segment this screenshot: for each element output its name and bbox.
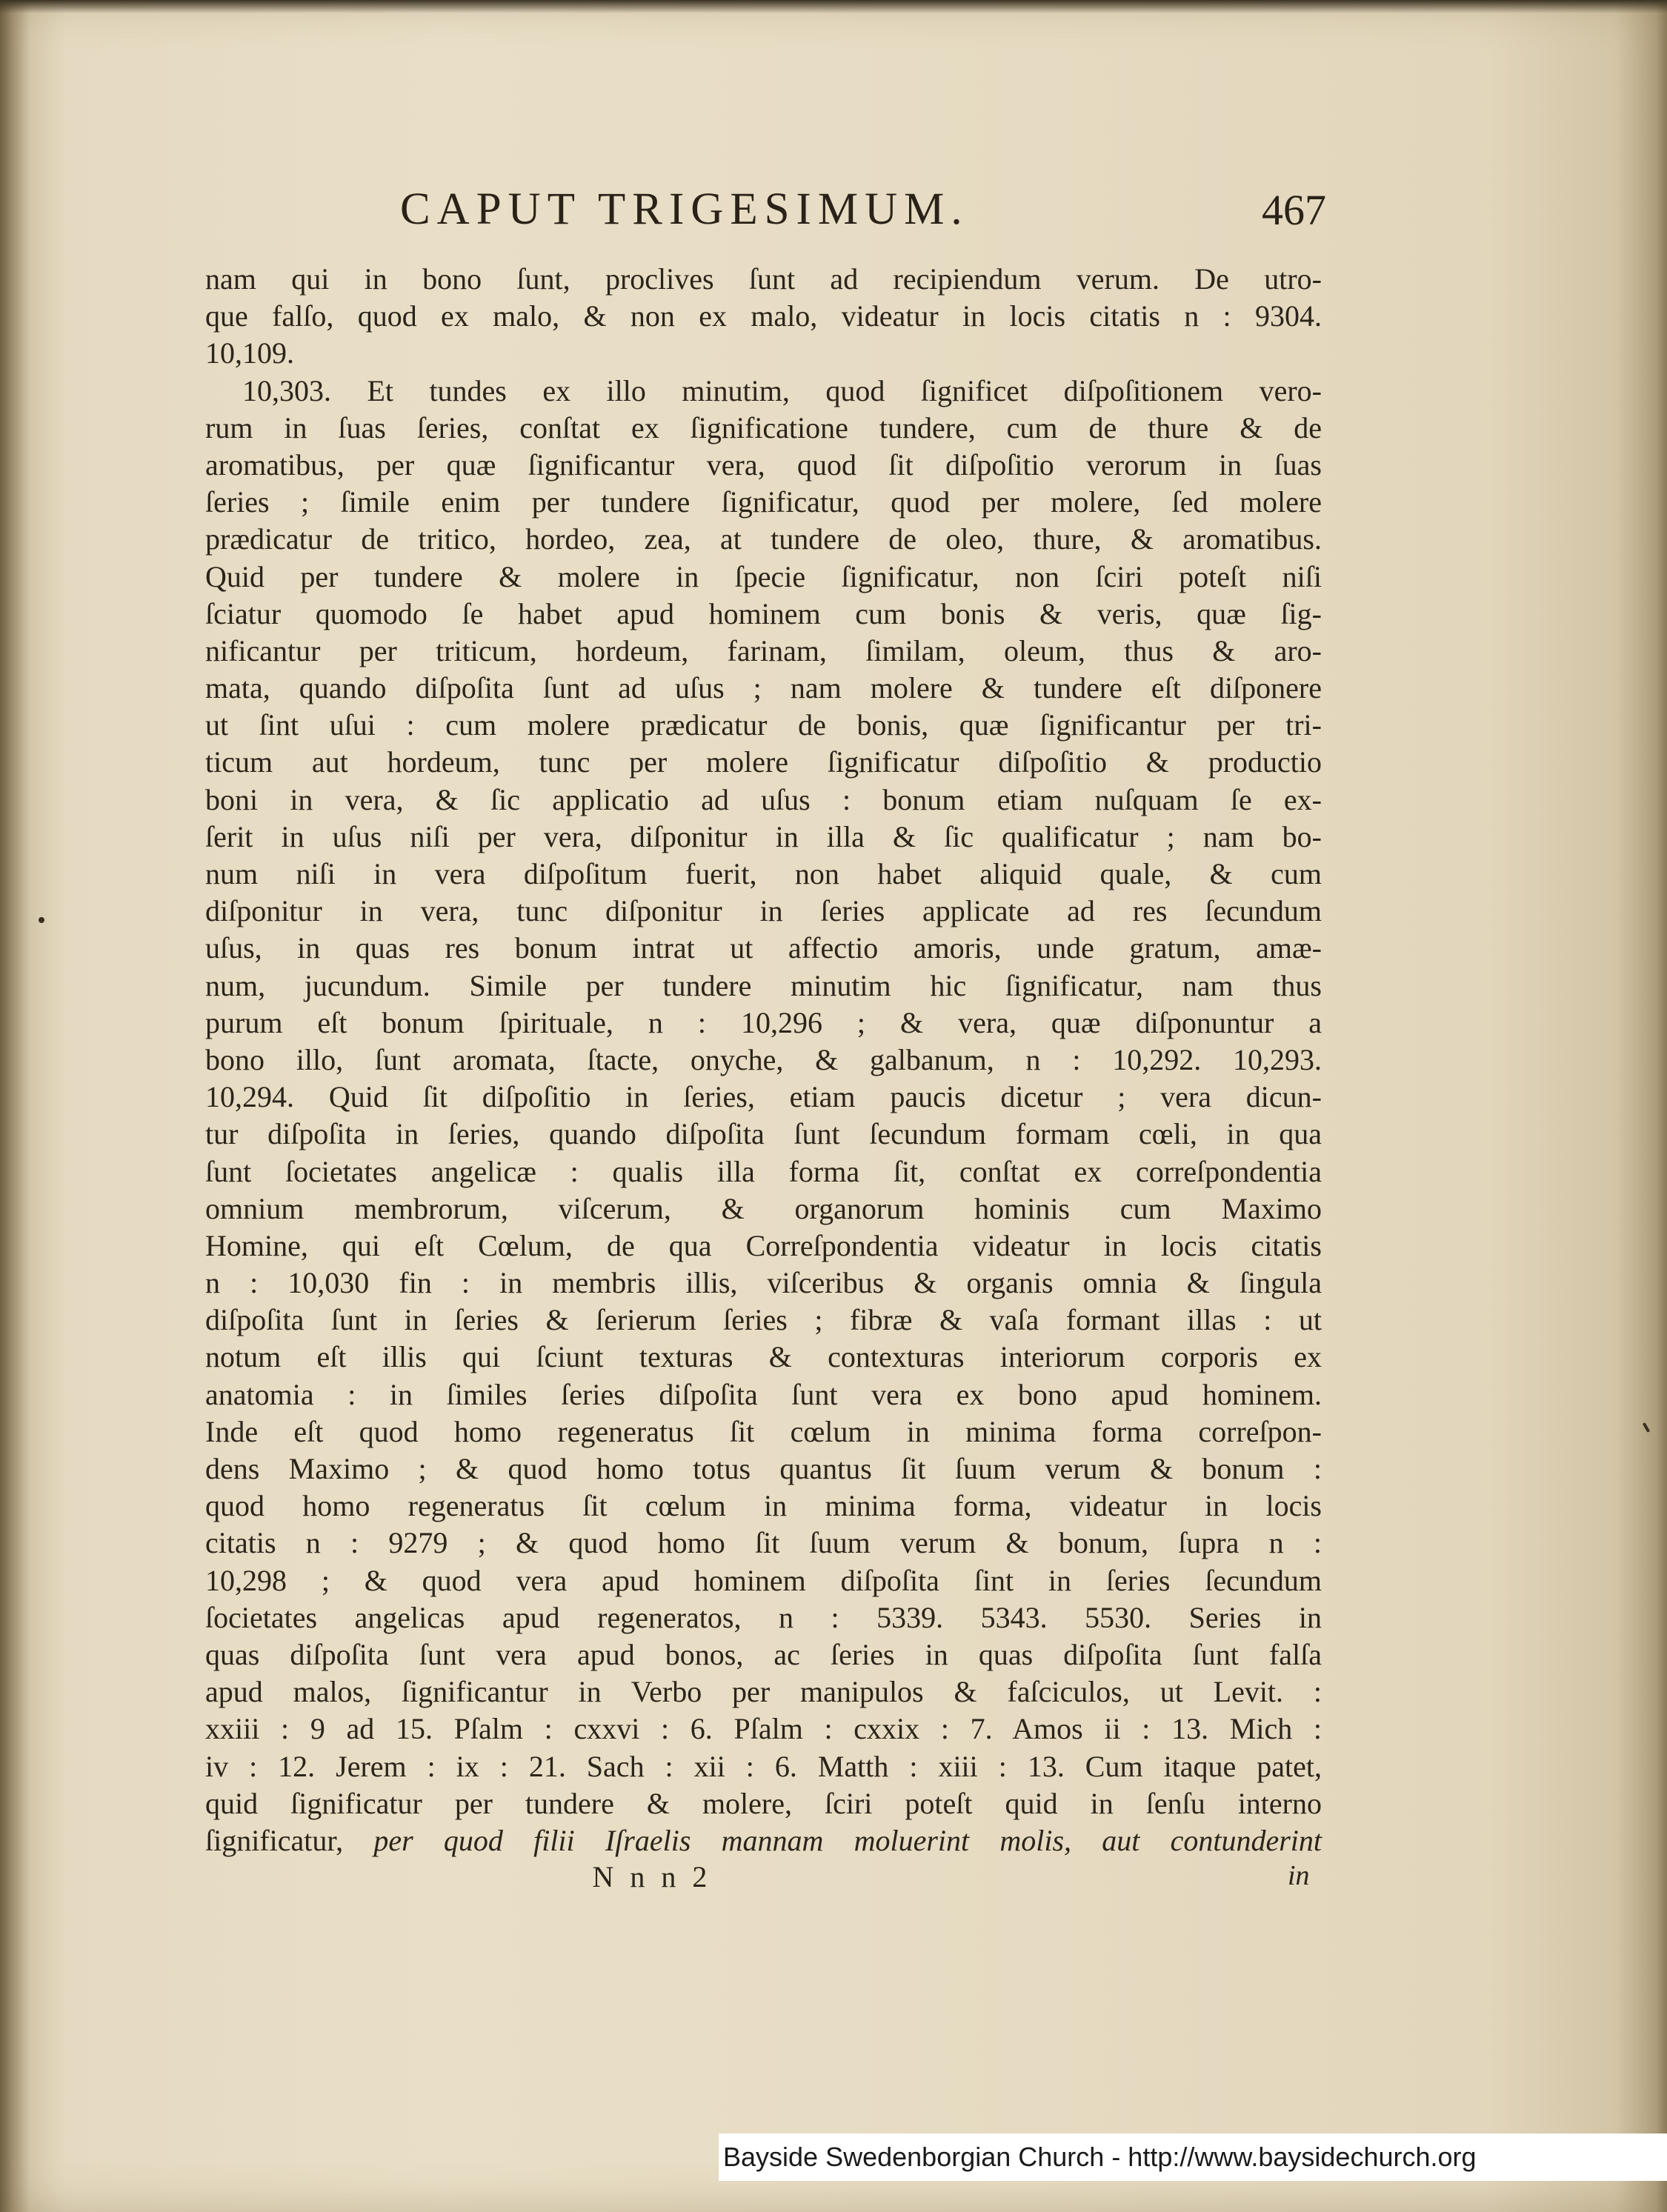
text-line: Homine, qui eſt Cœlum, de qua Correſpondentia videatur in locis citatis — [205, 1228, 1322, 1262]
final-line-roman: ſignificatur, — [205, 1823, 344, 1857]
final-line-italic: per quod filii Iſraelis mannam moluerint molis, aut contunderint — [373, 1823, 1322, 1857]
page-number: 467 — [1262, 186, 1326, 234]
text-line: anatomia : in ſimiles ſeries diſpoſita ſunt vera ex bono apud hominem. — [205, 1377, 1322, 1411]
text-line: xxiii : 9 ad 15. Pſalm : cxxvi : 6. Pſalm : cxxix : 7. Amos ii : 13. Mich : — [205, 1712, 1322, 1746]
text-line: ſunt ſocietates angelicæ : qualis illa forma ſit, conſtat ex correſpondentia — [205, 1154, 1322, 1188]
text-line: bono illo, ſunt aromata, ſtacte, onyche, & galbanum, n : 10,292. 10,293. — [205, 1042, 1322, 1076]
text-line: diſponitur in vera, tunc diſponitur in ſeries applicate ad res ſecundum — [205, 894, 1322, 928]
text-line: ſerit in uſus niſi per vera, diſponitur in illa & ſic qualificatur ; nam bo- — [205, 819, 1322, 853]
text-line: iv : 12. Jerem : ix : 21. Sach : xii : 6. Matth : xiii : 13. Cum itaque patet, — [205, 1749, 1322, 1783]
text-line: ſeries ; ſimile enim per tundere ſignificatur, quod per molere, ſed molere — [205, 485, 1322, 519]
text-line: n : 10,030 fin : in membris illis, viſceribus & organis omnia & ſingula — [205, 1266, 1322, 1300]
signature-mark: N n n 2 — [592, 1860, 712, 1893]
text-line: ſciatur quomodo ſe habet apud hominem cum bonis & veris, quæ ſig- — [205, 596, 1322, 630]
text-line: uſus, in quas res bonum intrat ut affectio amoris, unde gratum, amæ- — [205, 931, 1322, 965]
text-line: 10,298 ; & quod vera apud hominem diſpoſita ſint in ſeries ſecundum — [205, 1563, 1322, 1597]
text-line: dens Maximo ; & quod homo totus quantus ſit ſuum verum & bonum : — [205, 1452, 1322, 1485]
text-line: boni in vera, & ſic applicatio ad uſus : bonum etiam nuſquam ſe ex- — [205, 782, 1322, 816]
text-line: quid ſignificatur per tundere & molere, ſciri poteſt quid in ſenſu interno — [205, 1786, 1322, 1820]
text-line: citatis n : 9279 ; & quod homo ſit ſuum verum & bonum, ſupra n : — [205, 1526, 1322, 1560]
text-line: aromatibus, per quæ ſignificantur vera, quod ſit diſpoſitio verorum in ſuas — [205, 447, 1322, 482]
text-line: quas diſpoſita ſunt vera apud bonos, ac ſeries in quas diſpoſita ſunt falſa — [205, 1637, 1322, 1671]
text-line: ut ſint uſui : cum molere prædicatur de bonis, quæ ſignificantur per tri- — [205, 708, 1322, 742]
text-line: nam qui in bono ſunt, proclives ſunt ad recipiendum verum. De utro- — [205, 262, 1322, 296]
watermark-banner — [719, 2133, 1667, 2181]
text-line: quod homo regeneratus ſit cœlum in minima forma, videatur in locis — [205, 1489, 1322, 1523]
text-line: que falſo, quod ex malo, & non ex malo, videatur in locis citatis n : 9304. — [205, 299, 1322, 333]
running-title: CAPUT TRIGESIMUM. — [400, 184, 969, 234]
text-line-final — [205, 1822, 1322, 1859]
paragraph-start-line: 10,303. Et tundes ex illo minutim, quod ſignificet diſpoſitionem vero- — [242, 373, 1322, 407]
text-line: Quid per tundere & molere in ſpecie ſignificatur, non ſciri poteſt niſi — [205, 559, 1322, 593]
text-line: mata, quando diſpoſita ſunt ad uſus ; nam molere & tundere eſt diſponere — [205, 671, 1322, 705]
body-text — [205, 261, 1322, 1859]
watermark-text: Bayside Swedenborgian Church - http://www.baysidechurch.org — [723, 2142, 1477, 2172]
text-line: ſocietates angelicas apud regeneratos, n : 5339. 5343. 5530. Series in — [205, 1600, 1322, 1634]
text-line: tur diſpoſita in ſeries, quando diſpoſita ſunt ſecundum formam cœli, in qua — [205, 1117, 1322, 1151]
text-line: ticum aut hordeum, tunc per molere ſignificatur diſpoſitio & productio — [205, 745, 1322, 779]
text-line: rum in ſuas ſeries, conſtat ex ſignificatione tundere, cum de thure & de — [205, 410, 1322, 444]
ink-speck — [39, 917, 44, 923]
text-line: nificantur per triticum, hordeum, farinam, ſimilam, oleum, thus & aro- — [205, 633, 1322, 667]
text-line: diſpoſita ſunt in ſeries & ſerierum ſeries ; fibræ & vaſa formant illas : ut — [205, 1303, 1322, 1337]
text-line: 10,294. Quid ſit diſpoſitio in ſeries, etiam paucis dicetur ; vera dicun- — [205, 1080, 1322, 1114]
text-line: notum eſt illis qui ſciunt texturas & contexturas interiorum corporis ex — [205, 1340, 1322, 1374]
text-line: num niſi in vera diſpoſitum fuerit, non habet aliquid quale, & cum — [205, 857, 1322, 890]
text-line: Inde eſt quod homo regeneratus ſit cœlum in minima forma correſpon- — [205, 1414, 1322, 1448]
text-line: omnium membrorum, viſcerum, & organorum hominis cum Maximo — [205, 1191, 1322, 1225]
catchword: in — [1288, 1860, 1310, 1891]
text-line: num, jucundum. Simile per tundere minutim hic ſignificatur, nam thus — [205, 968, 1322, 1002]
page-header — [400, 184, 1326, 243]
text-line: purum eſt bonum ſpirituale, n : 10,296 ; & vera, quæ diſponuntur a — [205, 1005, 1322, 1039]
text-line: 10,109. — [205, 336, 294, 370]
text-line: prædicatur de tritico, hordeo, zea, at tundere de oleo, thure, & aromatibus. — [205, 522, 1322, 556]
ink-speck — [1643, 1422, 1650, 1433]
text-line: apud malos, ſignificantur in Verbo per manipulos & faſciculos, ut Levit. : — [205, 1675, 1322, 1709]
